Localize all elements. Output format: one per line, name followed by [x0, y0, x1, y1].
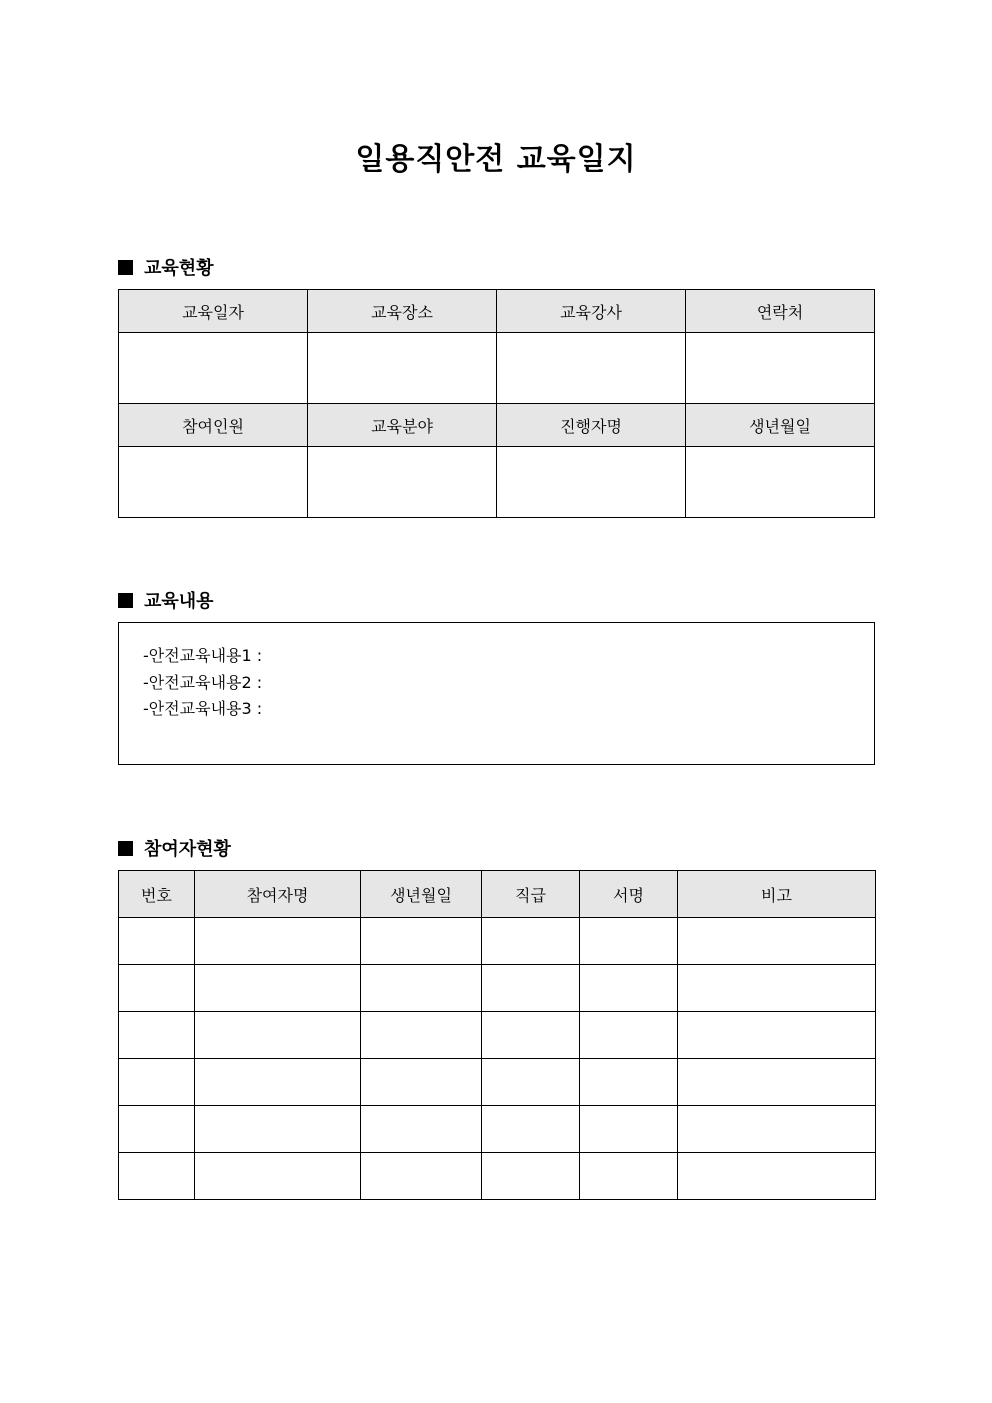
number-cell[interactable]: [119, 1059, 195, 1106]
signature-cell[interactable]: [580, 1153, 678, 1200]
table-row: [119, 1059, 876, 1106]
header-birth-date: 생년월일: [361, 871, 482, 918]
signature-cell[interactable]: [580, 965, 678, 1012]
table-row: [119, 918, 876, 965]
header-position: 직급: [482, 871, 580, 918]
table-row: [119, 1106, 876, 1153]
black-square-icon: [118, 593, 133, 608]
position-cell[interactable]: [482, 918, 580, 965]
position-cell[interactable]: [482, 1153, 580, 1200]
header-facilitator-name: 진행자명: [497, 404, 686, 447]
section-heading-content: [118, 587, 214, 613]
position-cell[interactable]: [482, 1012, 580, 1059]
birth-date-cell[interactable]: [361, 918, 482, 965]
participant-name-cell[interactable]: [195, 1059, 361, 1106]
participant-name-cell[interactable]: [195, 1153, 361, 1200]
education-field-cell[interactable]: [308, 447, 497, 518]
participant-count-cell[interactable]: [119, 447, 308, 518]
education-status-table: [118, 289, 875, 518]
birth-date-cell[interactable]: [361, 965, 482, 1012]
content-line: -안전교육내용1 :: [143, 646, 263, 665]
header-participant-count: 참여인원: [119, 404, 308, 447]
position-cell[interactable]: [482, 965, 580, 1012]
remarks-cell[interactable]: [678, 1012, 876, 1059]
table-row: [119, 1153, 876, 1200]
education-date-cell[interactable]: [119, 333, 308, 404]
participants-table: [118, 870, 876, 1200]
birth-date-cell[interactable]: [361, 1153, 482, 1200]
position-cell[interactable]: [482, 1059, 580, 1106]
participant-name-cell[interactable]: [195, 1012, 361, 1059]
content-line: -안전교육내용2 :: [143, 672, 263, 692]
signature-cell[interactable]: [580, 918, 678, 965]
participant-name-cell[interactable]: [195, 1106, 361, 1153]
status-input-row: [119, 447, 875, 518]
signature-cell[interactable]: [580, 1106, 678, 1153]
number-cell[interactable]: [119, 1012, 195, 1059]
remarks-cell[interactable]: [678, 918, 876, 965]
black-square-icon: [118, 260, 133, 275]
participant-name-cell[interactable]: [195, 965, 361, 1012]
number-cell[interactable]: [119, 1106, 195, 1153]
page-title: 일용직안전 교육일지: [355, 142, 637, 177]
facilitator-name-cell[interactable]: [497, 447, 686, 518]
header-participant-name: 참여자명: [195, 871, 361, 918]
header-education-date: 교육일자: [119, 290, 308, 333]
table-row: [119, 965, 876, 1012]
section-heading-status: [118, 254, 214, 280]
table-row: [119, 1012, 876, 1059]
section-heading-content-label: 교육내용: [144, 591, 214, 612]
number-cell[interactable]: [119, 1153, 195, 1200]
signature-cell[interactable]: [580, 1059, 678, 1106]
header-education-place: 교육장소: [308, 290, 497, 333]
contact-cell[interactable]: [686, 333, 875, 404]
status-header-row: [119, 290, 875, 333]
black-square-icon: [118, 841, 133, 856]
header-signature: 서명: [580, 871, 678, 918]
birth-date-cell[interactable]: [361, 1012, 482, 1059]
number-cell[interactable]: [119, 918, 195, 965]
education-place-cell[interactable]: [308, 333, 497, 404]
header-remarks: 비고: [678, 871, 876, 918]
header-education-field: 교육분야: [308, 404, 497, 447]
section-heading-participants-label: 참여자현황: [144, 839, 231, 860]
participants-header-row: [119, 871, 876, 918]
birth-date-cell[interactable]: [361, 1059, 482, 1106]
header-education-instructor: 교육강사: [497, 290, 686, 333]
remarks-cell[interactable]: [678, 1059, 876, 1106]
header-contact: 연락처: [686, 290, 875, 333]
participant-name-cell[interactable]: [195, 918, 361, 965]
section-heading-participants: [118, 835, 231, 861]
birth-date-cell[interactable]: [686, 447, 875, 518]
education-instructor-cell[interactable]: [497, 333, 686, 404]
section-heading-status-label: 교육현황: [144, 258, 214, 279]
number-cell[interactable]: [119, 965, 195, 1012]
birth-date-cell[interactable]: [361, 1106, 482, 1153]
content-list: [119, 623, 874, 723]
education-content-box[interactable]: [118, 622, 875, 765]
header-number: 번호: [119, 871, 195, 918]
header-birth-date: 생년월일: [686, 404, 875, 447]
content-line: -안전교육내용3 :: [143, 699, 263, 718]
position-cell[interactable]: [482, 1106, 580, 1153]
remarks-cell[interactable]: [678, 1153, 876, 1200]
remarks-cell[interactable]: [678, 965, 876, 1012]
signature-cell[interactable]: [580, 1012, 678, 1059]
status-header-row: [119, 404, 875, 447]
remarks-cell[interactable]: [678, 1106, 876, 1153]
status-input-row: [119, 333, 875, 404]
